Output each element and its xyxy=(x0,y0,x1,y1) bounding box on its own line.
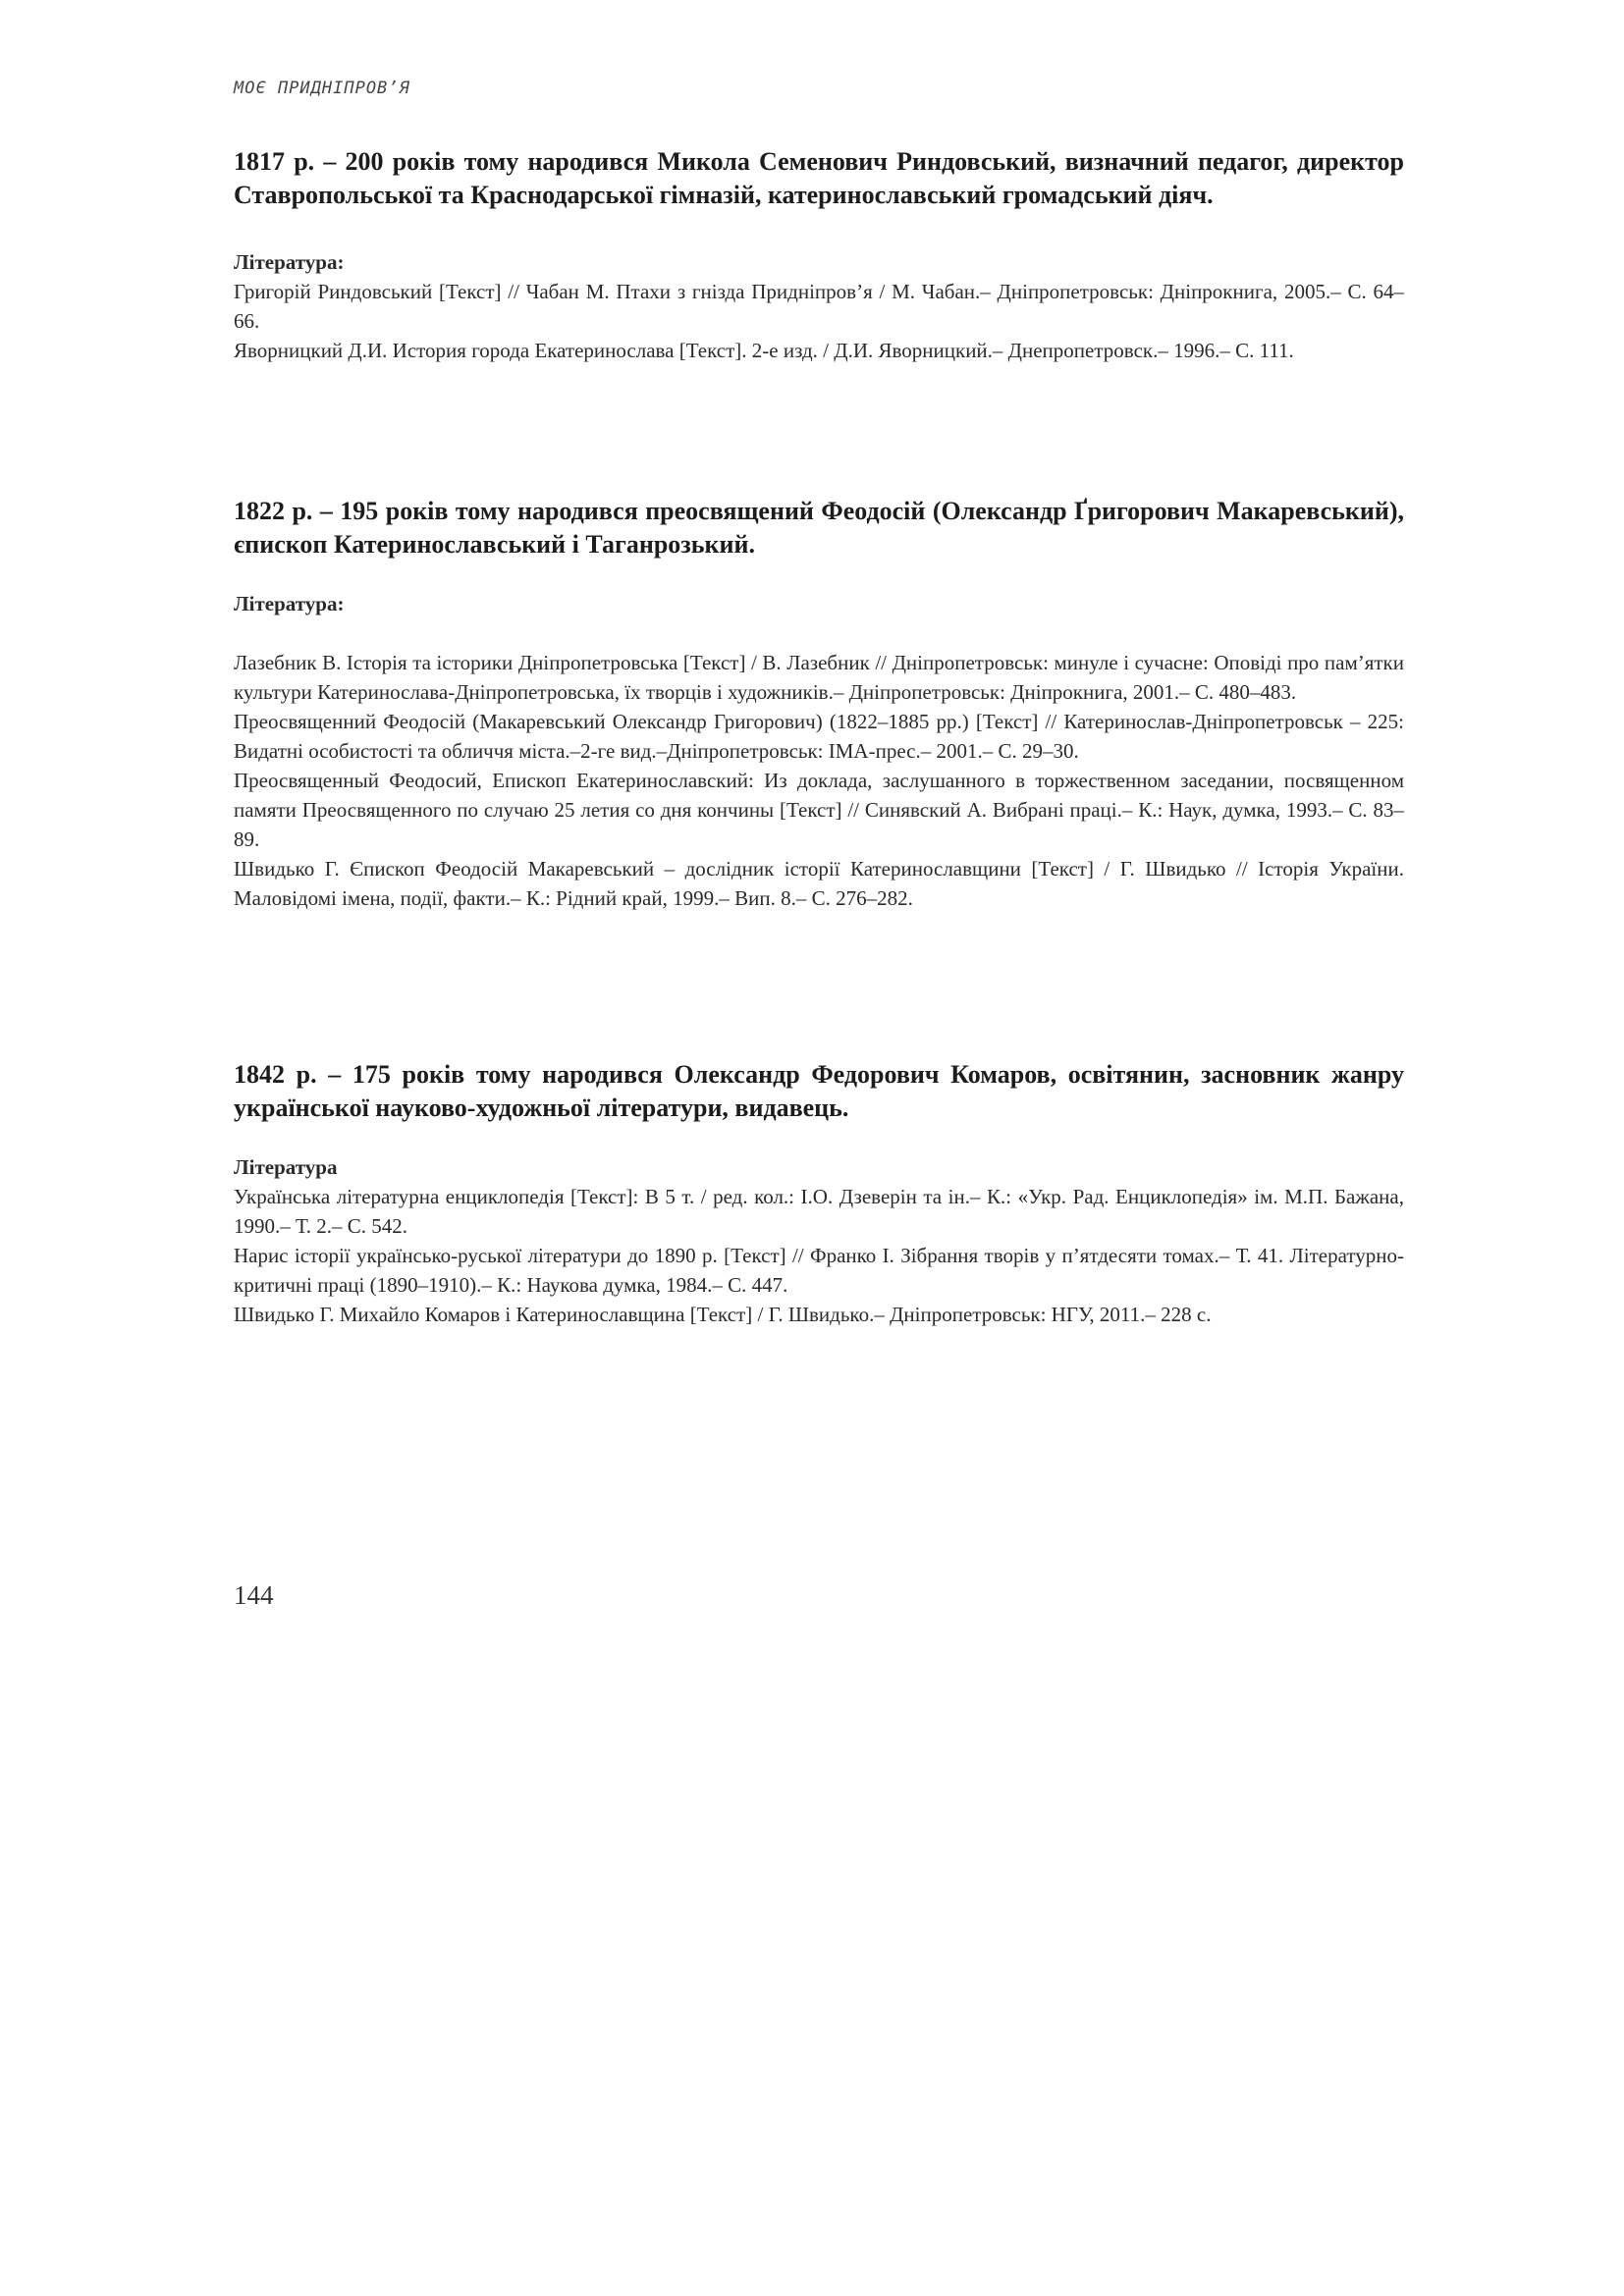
literature-label: Література: xyxy=(234,250,345,274)
reference-list xyxy=(234,277,1404,365)
reference-item: Преосвященный Феодосий, Епископ Екатеринославский: Из доклада, заслушанного в торжественном заседании, посвященном памяти Преосвященного по случаю 25 летия со дня кончины [Текст] // Синявский А. Вибрані праці.– К.: Наук, думка, 1993.– С. 83–89. xyxy=(234,769,1404,851)
reference-item: Швидько Г. Єпископ Феодосій Макаревський – дослідник історії Катеринославщини [Текст] / Г. Швидько // Історія України. Маловідомі імена, події, факти.– К.: Рідний край, 1999.– Вип. 8.– С. 276–282. xyxy=(234,857,1404,910)
page-number: 144 xyxy=(234,1580,274,1610)
entry-1842 xyxy=(234,1058,1404,1329)
entry-1822 xyxy=(234,495,1404,913)
reference-item: Швидько Г. Михайло Комаров і Катеринославщина [Текст] / Г. Швидько.– Дніпропетровськ: НГУ, 2011.– 228 с. xyxy=(234,1303,1212,1326)
entry-heading: 1817 р. – 200 років тому народився Микола Семенович Риндовський, визначний педагог, директор Ставропольської та Краснодарської гімназій, катеринославський громадський діяч. xyxy=(234,147,1404,209)
reference-item: Яворницкий Д.И. История города Екатеринослава [Текст]. 2-е изд. / Д.И. Яворницкий.– Днепропетровск.– 1996.– С. 111. xyxy=(234,339,1294,362)
entry-heading: 1842 р. – 175 років тому народився Олександр Федорович Комаров, освітянин, засновник жанру української науково-художньої літератури, видавець. xyxy=(234,1060,1404,1122)
literature-label: Література xyxy=(234,1155,338,1179)
reference-list xyxy=(234,648,1404,913)
reference-item: Лазебник В. Історія та історики Дніпропетровська [Текст] / В. Лазебник // Дніпропетровськ: минуле і сучасне: Оповіді про пам’ятки культури Катеринослава-Дніпропетровська, їх творців і художників.– Дніпропетровськ: Дніпрокнига, 2001.– С. 480–483. xyxy=(234,651,1404,704)
reference-list xyxy=(234,1182,1404,1329)
running-header: МОЄ ПРИДНІПРОВ’Я xyxy=(234,79,410,98)
reference-item: Преосвященний Феодосій (Макаревський Олександр Григорович) (1822–1885 рр.) [Текст] // Катеринослав-Дніпропетровськ – 225: Видатні особистості та обличчя міста.–2-ге вид.–Дніпропетровськ: ІМА-прес.– 2001.– С. 29–30. xyxy=(234,710,1404,763)
reference-item: Нарис історії українсько-руської літератури до 1890 р. [Текст] // Франко І. Зібрання творів у п’ятдесяти томах.– Т. 41. Літературно-критичні праці (1890–1910).– К.: Наукова думка, 1984.– С. 447. xyxy=(234,1244,1404,1297)
reference-item: Українська літературна енциклопедія [Текст]: В 5 т. / ред. кол.: І.О. Дзеверін та ін.– К.: «Укр. Рад. Енциклопедія» ім. М.П. Бажана, 1990.– Т. 2.– С. 542. xyxy=(234,1185,1404,1238)
literature-label: Література: xyxy=(234,592,345,615)
entry-heading: 1822 р. – 195 років тому народився преосвящений Феодосій (Олександр Ґригорович Макаревський), єпископ Катеринославський і Таганрозький. xyxy=(234,497,1404,559)
entry-1817 xyxy=(234,145,1404,365)
reference-item: Григорій Риндовський [Текст] // Чабан М. Птахи з гнізда Придніпров’я / М. Чабан.– Дніпропетровськ: Дніпрокнига, 2005.– С. 64–66. xyxy=(234,280,1404,333)
